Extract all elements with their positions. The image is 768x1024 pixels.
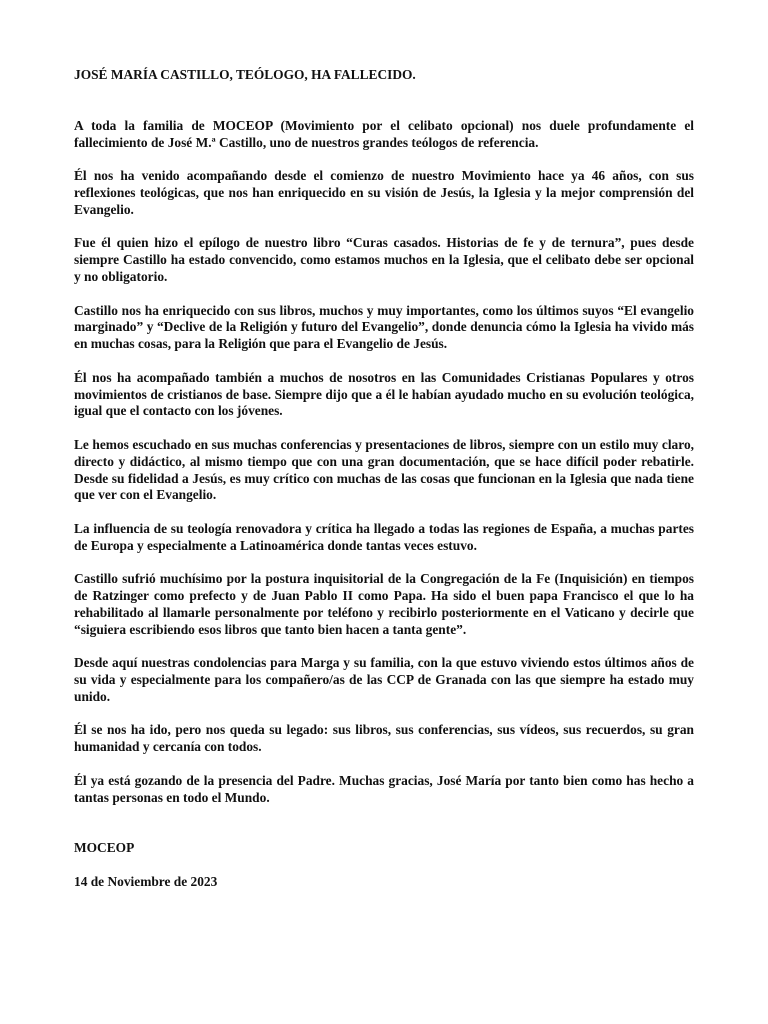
- document-date: 14 de Noviembre de 2023: [74, 873, 218, 889]
- signature: MOCEOP: [74, 840, 135, 856]
- document-title: JOSÉ MARÍA CASTILLO, TEÓLOGO, HA FALLECIDO.: [74, 67, 416, 82]
- document-page: [74, 67, 694, 890]
- paragraph-10: Él se nos ha ido, pero nos queda su legado: sus libros, sus conferencias, sus vídeos, sus recuerdos, su gran humanidad y cercanía con todos.: [74, 722, 694, 755]
- paragraph-3: Fue él quien hizo el epílogo de nuestro libro “Curas casados. Historias de fe y de ternura”, pues desde siempre Castillo ha estado convencido, como estamos muchos en la Iglesia, que el celibato debe ser opcional y no obligatorio.: [74, 235, 694, 284]
- paragraph-4: Castillo nos ha enriquecido con sus libros, muchos y muy importantes, como los últimos suyos “El evangelio marginado” y “Declive de la Religión y futuro del Evangelio”, donde denuncia cómo la Iglesia ha vivido más en muchas cosas, para la Religión que para el Evangelio de Jesús.: [74, 302, 694, 352]
- paragraph-7: La influencia de su teología renovadora y crítica ha llegado a todas las regiones de España, a muchas partes de Europa y especialmente a Latinoamérica donde tantas veces estuvo.: [74, 520, 694, 553]
- paragraph-11: Él ya está gozando de la presencia del Padre. Muchas gracias, José María por tanto bien como has hecho a tantas personas en todo el Mundo.: [74, 772, 694, 805]
- paragraph-1: A toda la familia de MOCEOP (Movimiento por el celibato opcional) nos duele profundamente el fallecimiento de José M.ª Castillo, uno de nuestros grandes teólogos de referencia.: [74, 117, 694, 150]
- paragraph-9: Desde aquí nuestras condolencias para Marga y su familia, con la que estuvo viviendo estos últimos años de su vida y especialmente para los compañero/as de las CCP de Granada con las que siempre ha estado muy unido.: [74, 655, 694, 704]
- paragraph-5: Él nos ha acompañado también a muchos de nosotros en las Comunidades Cristianas Populares y otros movimientos de cristianos de base. Siempre dijo que a él le habían ayudado mucho en su evolución teológica, igual que el contacto con los jóvenes.: [74, 369, 694, 419]
- paragraph-6: Le hemos escuchado en sus muchas conferencias y presentaciones de libros, siempre con un estilo muy claro, directo y didáctico, al mismo tiempo que con una gran documentación, que se hace difícil poder rebatirle. Desde su fidelidad a Jesús, es muy crítico con muchas de las cosas que funcionan en la Iglesia que nada tiene que ver con el Evangelio.: [74, 436, 694, 503]
- paragraph-8: Castillo sufrió muchísimo por la postura inquisitorial de la Congregación de la Fe (Inquisición) en tiempos de Ratzinger como prefecto y de Juan Pablo II como Papa. Ha sido el buen papa Francisco el que lo ha rehabilitado al llamarle personalmente por teléfono y recibirlo posteriormente en el Vaticano y decirle que “siguiera escribiendo esos libros que tanto bien hacen a tanta gente”.: [74, 571, 694, 637]
- paragraph-2: Él nos ha venido acompañando desde el comienzo de nuestro Movimiento hace ya 46 años, con sus reflexiones teológicas, que nos han enriquecido en su visión de Jesús, la Iglesia y la mejor comprensión del Evangelio.: [74, 168, 694, 217]
